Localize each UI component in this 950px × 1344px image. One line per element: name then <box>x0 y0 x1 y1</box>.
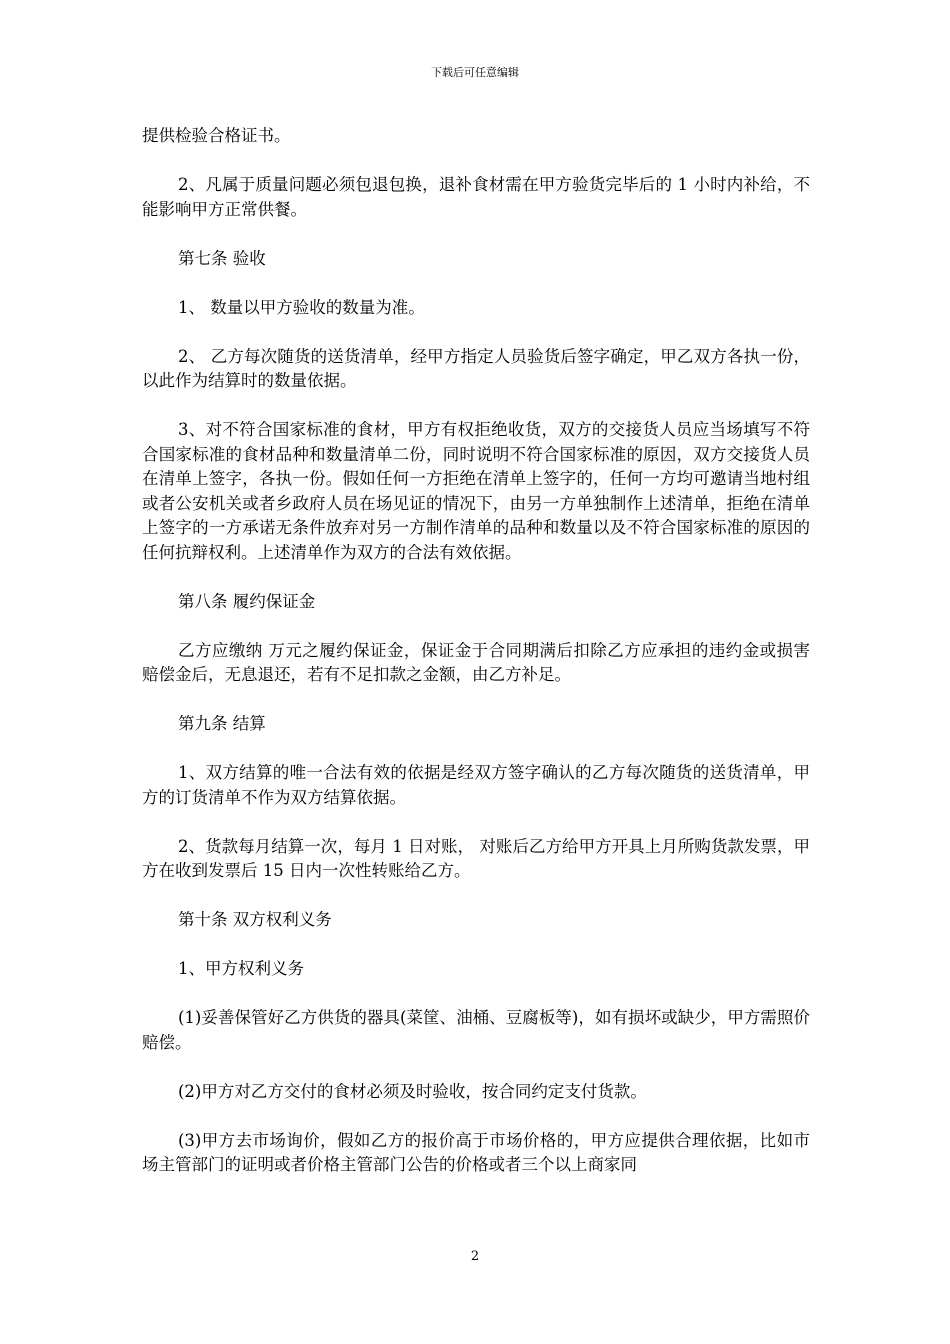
heading-party-a-rights: 1、甲方权利义务 <box>178 959 304 978</box>
paragraph-quality-return: 2、凡属于质量问题必须包退包换，退补食材需在甲方验货完毕后的 1 小时内补给，不能影响甲方正常供餐。 <box>142 175 810 219</box>
document-body <box>142 124 810 1202</box>
page-number: 2 <box>470 1249 480 1264</box>
paragraph-settlement-basis: 1、双方结算的唯一合法有效的依据是经双方签字确认的乙方每次随货的送货清单，甲方的订货清单不作为双方结算依据。 <box>142 763 810 807</box>
page-header: 下载后可任意编辑 <box>431 66 519 79</box>
heading-article-10: 第十条 双方权利义务 <box>178 910 332 929</box>
heading-article-7: 第七条 验收 <box>178 248 266 268</box>
paragraph-performance-bond: 乙方应缴纳 万元之履约保证金，保证金于合同期满后扣除乙方应承担的违约金或损害赔偿金后，无息退还，若有不足扣款之金额，由乙方补足。 <box>142 640 810 684</box>
paragraph-party-a-item-3: (3)甲方去市场询价，假如乙方的报价高于市场价格的，甲方应提供合理依据，比如市场主管部门的证明或者价格主管部门公告的价格或者三个以上商家同 <box>142 1130 810 1174</box>
paragraph-delivery-list: 2、 乙方每次随货的送货清单，经甲方指定人员验货后签字确定，甲乙双方各执一份，以此作为结算时的数量依据。 <box>142 346 810 390</box>
paragraph-party-a-item-1: (1)妥善保管好乙方供货的器具(菜筐、油桶、豆腐板等)，如有损坏或缺少，甲方需照价赔偿。 <box>142 1008 810 1052</box>
heading-article-8: 第八条 履约保证金 <box>178 591 316 611</box>
heading-article-9: 第九条 结算 <box>178 714 266 733</box>
paragraph-monthly-payment: 2、货款每月结算一次，每月 1 日对账， 对账后乙方给甲方开具上月所购货款发票，甲方在收到发票后 15 日内一次性转账给乙方。 <box>142 836 810 880</box>
paragraph-party-a-item-2: (2)甲方对乙方交付的食材必须及时验收，按合同约定支付货款。 <box>178 1081 647 1101</box>
paragraph-quantity-standard: 1、 数量以甲方验收的数量为准。 <box>178 297 425 317</box>
paragraph-certificate: 提供检验合格证书。 <box>142 126 291 145</box>
paragraph-nonconforming-goods: 3、对不符合国家标准的食材，甲方有权拒绝收货，双方的交接货人员应当场填写不符合国家标准的食材品种和数量清单二份，同时说明不符合国家标准的原因，双方交接货人员在清单上签字，各执一份。假如任何一方拒绝在清单上签字的，任何一方均可邀请当地村组或者公安机关或者乡政府人员在场见证的情况下，由另一方单独制作上述清单，拒绝在清单上签字的一方承诺无条件放弃对另一方制作清单的品种和数量以及不符合国家标准的原因的任何抗辩权利。上述清单作为双方的合法有效依据。 <box>142 420 810 562</box>
